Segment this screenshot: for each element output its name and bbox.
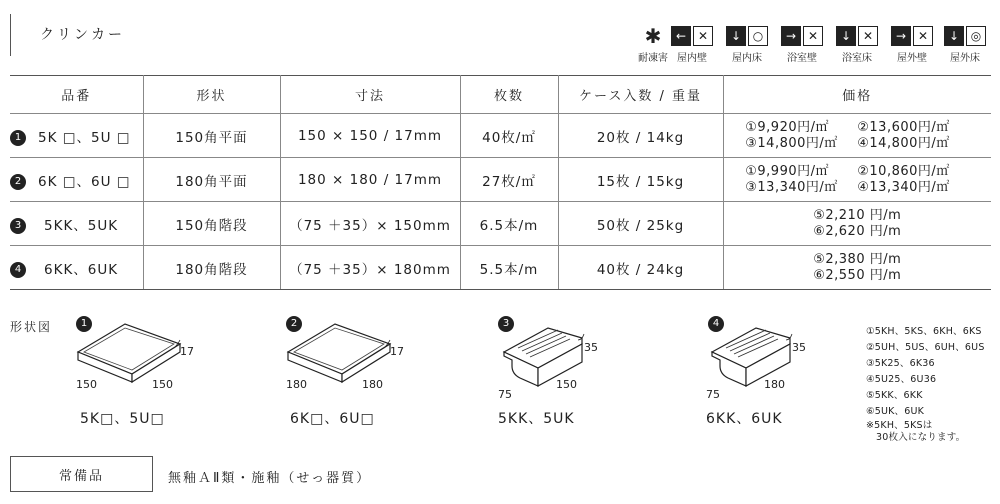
icon-glyph: ← xyxy=(671,26,691,46)
price-value: ③14,800円/㎡ xyxy=(745,135,838,151)
icon-glyph: → xyxy=(891,26,911,46)
icon-glyph: ○ xyxy=(748,26,768,46)
title-divider xyxy=(10,14,11,56)
icon-label: 屋外床 xyxy=(950,53,980,64)
icon-label: 耐凍害 xyxy=(638,53,668,64)
shape-diagram-label: 形状図 xyxy=(10,320,53,334)
shape-cell: 150角平面 xyxy=(143,114,280,158)
price-value: ⑤2,210 円/m xyxy=(813,207,902,223)
icon-glyph: ↓ xyxy=(944,26,964,46)
column-header: 品番 xyxy=(10,76,143,114)
icon-label: 屋外壁 xyxy=(897,53,927,64)
spec-table xyxy=(10,75,991,290)
note-line: ⑥5UK、6UK xyxy=(866,406,925,417)
row-number-badge: 4 xyxy=(10,262,26,278)
outdoor-floor-icon xyxy=(941,26,989,64)
case-weight-cell: 50枚 / 25kg xyxy=(558,202,723,246)
count-cell: 6.5本/m xyxy=(460,202,558,246)
icon-glyph: ✱ xyxy=(644,24,662,48)
count-cell: 27枚/㎡ xyxy=(460,158,558,202)
table-body xyxy=(10,114,991,290)
table-row xyxy=(10,114,991,158)
icon-glyph: ↓ xyxy=(726,26,746,46)
product-code-cell xyxy=(10,158,143,202)
case-weight-cell: 15枚 / 15kg xyxy=(558,158,723,202)
icon-label: 屋内壁 xyxy=(677,53,707,64)
column-header: 形状 xyxy=(143,76,280,114)
diagram-number-badge: 2 xyxy=(286,316,302,332)
depth-dim: 150 xyxy=(556,378,577,391)
depth-dim: 150 xyxy=(152,378,173,391)
product-code: 6K □、6U □ xyxy=(38,173,131,190)
thickness-dim: 17 xyxy=(390,345,404,358)
price-value: ④14,800円/㎡ xyxy=(857,135,950,151)
price-value: ①9,990円/㎡ xyxy=(745,163,830,179)
column-header: 価格 xyxy=(723,76,991,114)
size-cell: （75 ＋35）× 180mm xyxy=(280,246,460,290)
icon-label: 浴室壁 xyxy=(787,53,817,64)
column-header: 寸法 xyxy=(280,76,460,114)
diagram-caption: 5K□、5U□ xyxy=(80,411,165,427)
diagram-caption: 6K□、6U□ xyxy=(290,411,375,427)
diagram-number-badge: 1 xyxy=(76,316,92,332)
bath-floor-icon xyxy=(833,26,881,64)
width-dim: 75 xyxy=(498,388,512,401)
product-code: 5K □、5U □ xyxy=(38,129,131,146)
icon-glyph: → xyxy=(781,26,801,46)
note-line: ①5KH、5KS、6KH、6KS xyxy=(866,326,982,337)
bath-wall-icon xyxy=(778,26,826,64)
price-cell xyxy=(723,246,991,290)
table-row xyxy=(10,246,991,290)
note-line: ※5KH、5KSは xyxy=(866,420,933,431)
product-code-cell xyxy=(10,114,143,158)
price-value: ⑥2,620 円/m xyxy=(813,223,902,239)
count-cell: 40枚/㎡ xyxy=(460,114,558,158)
price-value: ⑥2,550 円/m xyxy=(813,267,902,283)
size-cell: 150 × 150 / 17mm xyxy=(280,114,460,158)
stock-grade-box: 常備品 xyxy=(10,456,153,492)
icon-glyph: ✕ xyxy=(803,26,823,46)
price-value: ③13,340円/㎡ xyxy=(745,179,838,195)
diagram-number-badge: 4 xyxy=(708,316,724,332)
diagram-caption: 5KK、5UK xyxy=(498,411,575,427)
icon-glyph: ✕ xyxy=(858,26,878,46)
shape-cell: 150角階段 xyxy=(143,202,280,246)
icon-label: 屋内床 xyxy=(732,53,762,64)
case-weight-cell: 20枚 / 14kg xyxy=(558,114,723,158)
width-dim: 150 xyxy=(76,378,97,391)
indoor-wall-icon xyxy=(668,26,716,64)
row-number-badge: 1 xyxy=(10,130,26,146)
note-line: ⑤5KK、6KK xyxy=(866,390,923,401)
depth-dim: 180 xyxy=(362,378,383,391)
icon-glyph: ↓ xyxy=(836,26,856,46)
depth-dim: 180 xyxy=(764,378,785,391)
price-value: ②13,600円/㎡ xyxy=(857,119,950,135)
table-row xyxy=(10,158,991,202)
product-code-cell xyxy=(10,202,143,246)
icon-glyph: ✕ xyxy=(913,26,933,46)
price-cell xyxy=(723,158,991,202)
product-code: 6KK、6UK xyxy=(44,261,119,278)
diagram-caption: 6KK、6UK xyxy=(706,411,783,427)
row-number-badge: 3 xyxy=(10,218,26,234)
icon-glyph: ✕ xyxy=(693,26,713,46)
note-line: ②5UH、5US、6UH、6US xyxy=(866,342,985,353)
price-cell xyxy=(723,202,991,246)
table-header-row xyxy=(10,76,991,114)
shape-cell: 180角階段 xyxy=(143,246,280,290)
thickness-dim: 35 xyxy=(584,341,598,354)
note-line: ③5K25、6K36 xyxy=(866,358,935,369)
glaze-classification: 無釉ＡⅡ類・施釉（せっ器質） xyxy=(168,471,372,486)
size-cell: （75 ＋35）× 150mm xyxy=(280,202,460,246)
width-dim: 75 xyxy=(706,388,720,401)
price-code-notes xyxy=(866,324,985,444)
note-line: ④5U25、6U36 xyxy=(866,374,937,385)
note-line: 30枚入になります。 xyxy=(876,432,966,443)
column-header: ケース入数 / 重量 xyxy=(558,76,723,114)
page-title: クリンカー xyxy=(40,27,125,43)
shape-cell: 180角平面 xyxy=(143,158,280,202)
price-value: ①9,920円/㎡ xyxy=(745,119,830,135)
thickness-dim: 17 xyxy=(180,345,194,358)
icon-glyph: ◎ xyxy=(966,26,986,46)
case-weight-cell: 40枚 / 24kg xyxy=(558,246,723,290)
thickness-dim: 35 xyxy=(792,341,806,354)
price-value: ④13,340円/㎡ xyxy=(857,179,950,195)
count-cell: 5.5本/m xyxy=(460,246,558,290)
diagram-number-badge: 3 xyxy=(498,316,514,332)
outdoor-wall-icon xyxy=(888,26,936,64)
price-cell xyxy=(723,114,991,158)
row-number-badge: 2 xyxy=(10,174,26,190)
width-dim: 180 xyxy=(286,378,307,391)
indoor-floor-icon xyxy=(723,26,771,64)
icon-label: 浴室床 xyxy=(842,53,872,64)
price-value: ②10,860円/㎡ xyxy=(857,163,950,179)
column-header: 枚数 xyxy=(460,76,558,114)
size-cell: 180 × 180 / 17mm xyxy=(280,158,460,202)
product-code: 5KK、5UK xyxy=(44,217,119,234)
product-code-cell xyxy=(10,246,143,290)
price-value: ⑤2,380 円/m xyxy=(813,251,902,267)
table-row xyxy=(10,202,991,246)
